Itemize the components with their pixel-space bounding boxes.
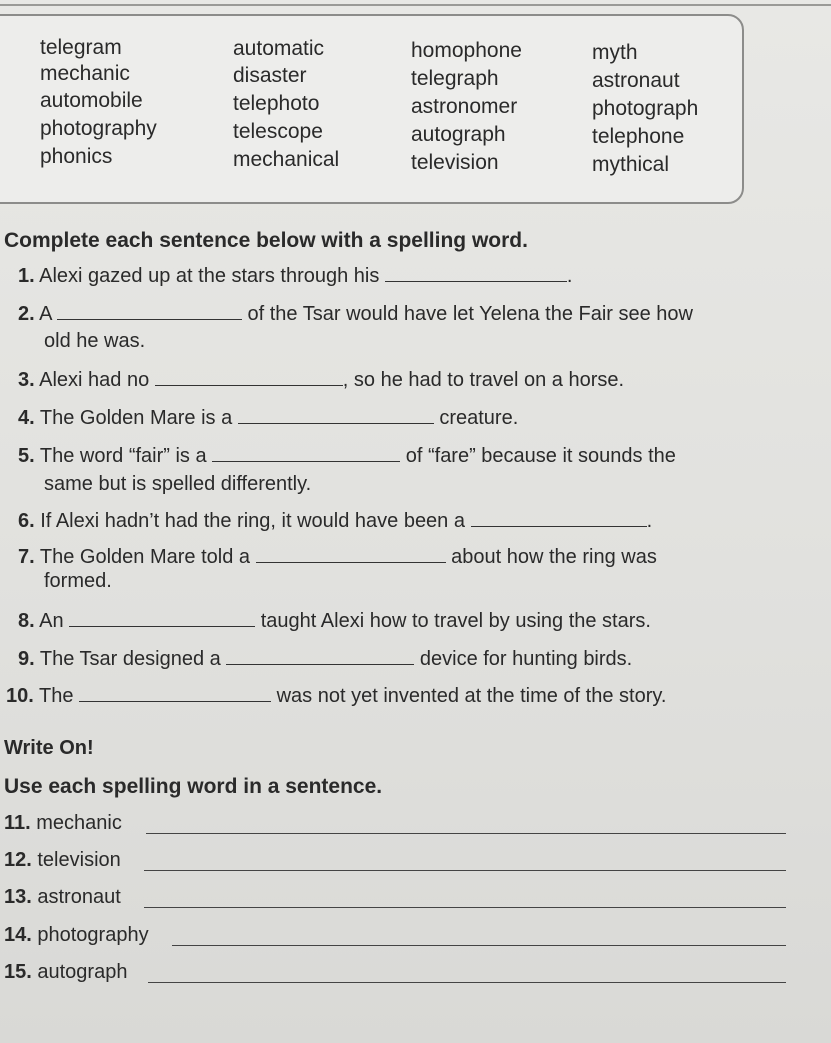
sentence-text: creature. bbox=[439, 407, 519, 429]
item-word: astronaut bbox=[37, 886, 121, 908]
item-number: 11. bbox=[4, 812, 31, 834]
word-item: autograph bbox=[411, 123, 506, 146]
sentence-4 bbox=[18, 407, 518, 430]
answer-blank[interactable] bbox=[79, 700, 271, 702]
sentence-text: The Golden Mare is a bbox=[39, 407, 233, 429]
sentence-text: of “fare” because it sounds the bbox=[405, 445, 676, 467]
word-item: television bbox=[411, 151, 499, 174]
sentence-5-continued: same but is spelled differently. bbox=[44, 473, 312, 495]
top-rule bbox=[0, 4, 831, 6]
item-word: mechanic bbox=[36, 812, 122, 834]
word-item: homophone bbox=[411, 39, 522, 62]
answer-blank[interactable] bbox=[385, 280, 567, 282]
writing-line[interactable] bbox=[144, 907, 786, 908]
answer-blank[interactable] bbox=[256, 561, 446, 563]
word-item: automatic bbox=[233, 37, 325, 60]
sentence-text: about how the ring was bbox=[451, 546, 657, 568]
sentence-number: 3. bbox=[18, 369, 35, 391]
word-item: telescope bbox=[233, 120, 323, 143]
writing-line[interactable] bbox=[146, 833, 786, 834]
writing-line[interactable] bbox=[144, 870, 786, 871]
item-number: 13. bbox=[4, 886, 32, 908]
sentence-5 bbox=[18, 445, 676, 468]
sentence-3 bbox=[18, 369, 624, 392]
sentence-text: If Alexi hadn’t had the ring, it would have been a bbox=[40, 510, 465, 532]
item-word: autograph bbox=[37, 961, 128, 983]
sentence-text: An bbox=[39, 610, 64, 632]
sentence-number: 1. bbox=[18, 265, 35, 287]
sentence-text: was not yet invented at the time of the story. bbox=[276, 685, 667, 707]
item-number: 14. bbox=[4, 924, 32, 946]
word-item: mythical bbox=[592, 153, 670, 176]
sentence-number: 7. bbox=[18, 546, 35, 568]
sentence-text: A bbox=[39, 303, 52, 325]
sentence-text: . bbox=[566, 265, 573, 287]
sentence-number: 5. bbox=[18, 445, 35, 467]
word-item: myth bbox=[592, 41, 638, 64]
item-number: 12. bbox=[4, 849, 32, 871]
write-item-12 bbox=[4, 849, 121, 872]
answer-blank[interactable] bbox=[69, 625, 255, 627]
answer-blank[interactable] bbox=[155, 384, 343, 386]
write-item-14 bbox=[4, 924, 149, 947]
sentence-number: 2. bbox=[18, 303, 35, 325]
answer-blank[interactable] bbox=[212, 460, 400, 462]
item-number: 15. bbox=[4, 961, 32, 983]
sentence-text: The Tsar designed a bbox=[39, 648, 221, 670]
sentence-text: The bbox=[39, 685, 74, 707]
sentence-text: , so he had to travel on a horse. bbox=[342, 369, 625, 391]
sentence-text: taught Alexi how to travel by using the stars. bbox=[260, 610, 651, 632]
answer-blank[interactable] bbox=[238, 422, 434, 424]
sentence-number: 9. bbox=[18, 648, 35, 670]
sentence-7 bbox=[18, 546, 657, 569]
sentence-2 bbox=[18, 303, 693, 326]
sentence-text: . bbox=[646, 510, 653, 532]
word-item: photograph bbox=[592, 97, 699, 120]
sentence-text: The Golden Mare told a bbox=[39, 546, 251, 568]
word-item: telephoto bbox=[233, 92, 320, 115]
sentence-2-continued: old he was. bbox=[44, 330, 146, 352]
sentence-text: Alexi gazed up at the stars through his bbox=[39, 265, 380, 287]
word-item: telephone bbox=[592, 125, 685, 148]
answer-blank[interactable] bbox=[226, 663, 414, 665]
sentence-text: of the Tsar would have let Yelena the Fair see how bbox=[247, 303, 693, 325]
word-item: phonics bbox=[40, 145, 113, 168]
answer-blank[interactable] bbox=[471, 525, 647, 527]
write-item-15 bbox=[4, 961, 127, 984]
sentence-number: 8. bbox=[18, 610, 35, 632]
write-on-instructions: Use each spelling word in a sentence. bbox=[4, 775, 383, 798]
item-word: television bbox=[37, 849, 121, 871]
sentence-number: 4. bbox=[18, 407, 35, 429]
sentence-number: 10. bbox=[6, 685, 34, 707]
word-item: astronomer bbox=[411, 95, 518, 118]
word-item: automobile bbox=[40, 89, 143, 112]
write-item-11 bbox=[4, 812, 122, 835]
word-item: disaster bbox=[233, 64, 307, 87]
sentence-9 bbox=[18, 648, 632, 671]
word-item: astronaut bbox=[592, 69, 680, 92]
item-word: photography bbox=[37, 924, 149, 946]
sentence-number: 6. bbox=[18, 510, 35, 532]
write-on-heading: Write On! bbox=[4, 737, 94, 759]
word-item: photography bbox=[40, 117, 157, 140]
sentence-10 bbox=[6, 685, 666, 708]
sentence-text: Alexi had no bbox=[39, 369, 150, 391]
answer-blank[interactable] bbox=[57, 318, 242, 320]
sentence-text: The word “fair” is a bbox=[39, 445, 207, 467]
instructions-heading: Complete each sentence below with a spelling word. bbox=[4, 229, 528, 252]
word-item: mechanic bbox=[40, 62, 130, 85]
sentence-1 bbox=[18, 265, 572, 288]
sentence-6 bbox=[18, 510, 652, 533]
word-item: mechanical bbox=[233, 148, 340, 171]
writing-line[interactable] bbox=[148, 982, 786, 983]
writing-line[interactable] bbox=[172, 945, 786, 946]
sentence-7-continued: formed. bbox=[44, 570, 112, 592]
sentence-text: device for hunting birds. bbox=[419, 648, 633, 670]
word-item: telegraph bbox=[411, 67, 499, 90]
word-item: telegram bbox=[40, 36, 122, 59]
write-item-13 bbox=[4, 886, 121, 909]
sentence-8 bbox=[18, 610, 651, 633]
